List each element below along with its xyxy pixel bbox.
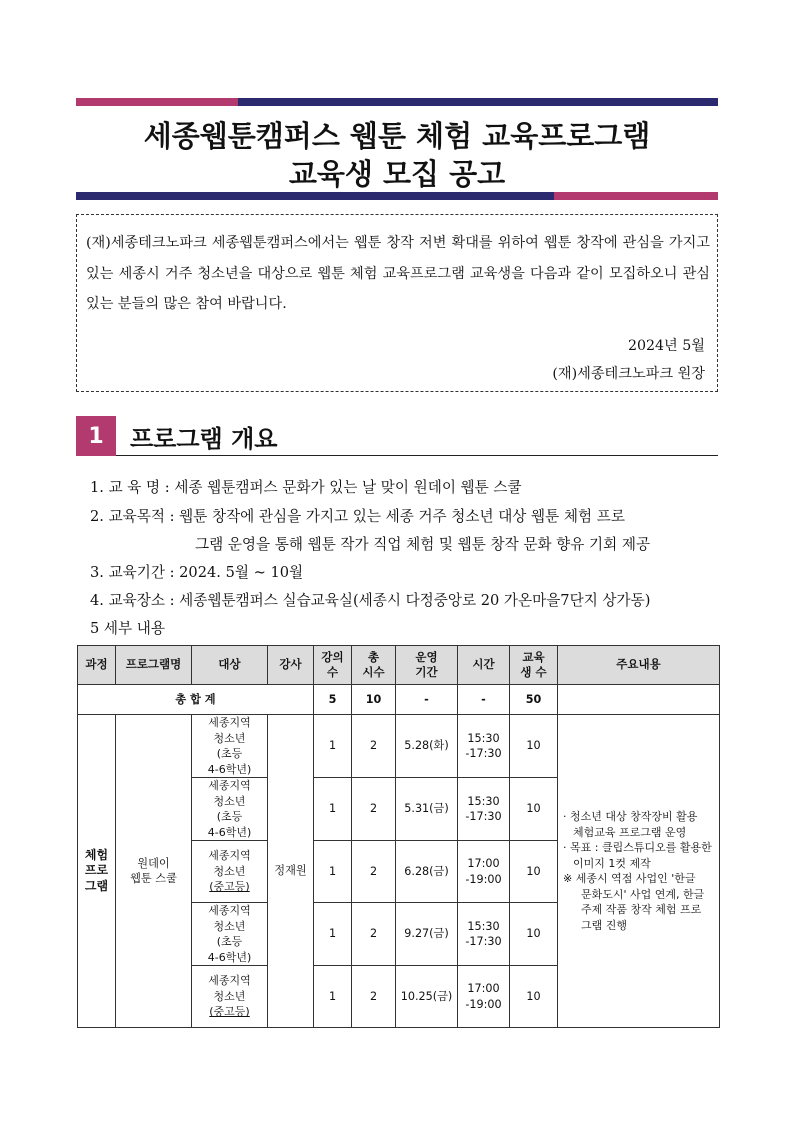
overview-item-location: 4. 교육장소 : 세종웹툰캠퍼스 실습교육실(세종시 다정중앙로 20 가온마을7단지 상가동) xyxy=(90,592,651,609)
content-cell xyxy=(558,715,720,1028)
target-cell: 세종지역 청소년 (중고등) xyxy=(192,966,268,1028)
header-students: 교육 생 수 xyxy=(510,646,558,685)
top-decor-bar xyxy=(76,98,718,106)
header-time: 시간 xyxy=(458,646,510,685)
content-line: 그램 진행 xyxy=(581,918,628,932)
overview-item-details: 5 세부 내용 xyxy=(90,620,165,637)
lectures-cell: 1 xyxy=(314,841,352,903)
students-cell: 10 xyxy=(510,966,558,1028)
section-number: 1 xyxy=(76,416,116,456)
target-sub: (초등 4-6학년) xyxy=(207,935,252,964)
date-cell: 5.31(금) xyxy=(396,778,458,841)
lectures-cell: 1 xyxy=(314,966,352,1028)
header-content: 주요내용 xyxy=(558,646,720,685)
target-cell: 세종지역 청소년 (중고등) xyxy=(192,841,268,903)
time-cell: 17:00 -19:00 xyxy=(458,841,510,903)
content-line: · 목표 : 클립스튜디오를 활용한 xyxy=(563,841,712,854)
time-cell: 15:30 -17:30 xyxy=(458,715,510,778)
hours-cell: 2 xyxy=(352,715,396,778)
hours-cell: 2 xyxy=(352,778,396,841)
target-sub: (중고등) xyxy=(209,1005,250,1019)
total-students: 50 xyxy=(510,685,558,715)
target-cell: 세종지역 청소년 (초등 4-6학년) xyxy=(192,778,268,841)
date-cell: 10.25(금) xyxy=(396,966,458,1028)
target-cell: 세종지역 청소년 (초등 4-6학년) xyxy=(192,903,268,966)
total-period: - xyxy=(396,685,458,715)
program-cell: 원데이 웹툰 스쿨 xyxy=(116,715,192,1028)
total-hours: 10 xyxy=(352,685,396,715)
total-label: 총 합 계 xyxy=(78,685,314,715)
content-line: 문화도시' 사업 연계, 한글 xyxy=(581,887,705,901)
total-time: - xyxy=(458,685,510,715)
date-cell: 9.27(금) xyxy=(396,903,458,966)
overview-item-purpose: 2. 교육목적 : 웹툰 창작에 관심을 가지고 있는 세종 거주 청소년 대상 웹툰 체험 프로 xyxy=(90,508,625,525)
table-row xyxy=(78,715,720,778)
target-sub: (초등 4-6학년) xyxy=(207,810,252,839)
date-cell: 5.28(화) xyxy=(396,715,458,778)
notice-signature: (재)세종테크노파크 원장 xyxy=(552,366,705,382)
date-cell: 6.28(금) xyxy=(396,841,458,903)
overview-item-purpose-cont: 그램 운영을 통해 웹툰 작가 직업 체험 및 웹툰 창작 문화 향유 기회 제공 xyxy=(195,536,651,553)
table-header-row xyxy=(78,646,720,685)
content-line: · 청소년 대상 창작장비 활용 xyxy=(563,810,698,823)
overview-item-period: 3. 교육기간 : 2024. 5월 ~ 10월 xyxy=(90,564,304,581)
target-cell: 세종지역 청소년 (초등 4-6학년) xyxy=(192,715,268,778)
title-line-1: 세종웹툰캠퍼스 웹툰 체험 교육프로그램 xyxy=(143,119,651,153)
total-content xyxy=(558,685,720,715)
lectures-cell: 1 xyxy=(314,715,352,778)
hours-cell: 2 xyxy=(352,903,396,966)
total-row xyxy=(78,685,720,715)
bottom-bar-navy xyxy=(76,192,554,200)
lectures-cell: 1 xyxy=(314,778,352,841)
header-program: 프로그램명 xyxy=(116,646,192,685)
content-line: 주제 작품 창작 체험 프로 xyxy=(581,903,702,916)
notice-body: (재)세종테크노파크 세종웹툰캠퍼스에서는 웹툰 창작 저변 확대를 위하여 웹툰 창작에 관심을 가지고 있는 세종시 거주 청소년을 대상으로 웹툰 체험 교육프로그램 교육생을 다음과 같이 모집하오니 관심있는 분들의 많은 참여 바랍니다. xyxy=(86,235,710,312)
program-table xyxy=(77,645,720,1028)
top-bar-pink xyxy=(76,98,238,106)
hours-cell: 2 xyxy=(352,841,396,903)
header-instructor: 강사 xyxy=(268,646,314,685)
students-cell: 10 xyxy=(510,841,558,903)
lectures-cell: 1 xyxy=(314,903,352,966)
total-lectures: 5 xyxy=(314,685,352,715)
section-header xyxy=(76,416,718,456)
header-course: 과정 xyxy=(78,646,116,685)
bottom-decor-bar xyxy=(76,192,718,200)
header-target: 대상 xyxy=(192,646,268,685)
content-line: 체험교육 프로그램 운영 xyxy=(573,825,687,839)
top-bar-navy xyxy=(238,98,718,106)
students-cell: 10 xyxy=(510,715,558,778)
notice-box xyxy=(76,214,718,392)
section-title: 프로그램 개요 xyxy=(130,425,278,453)
header-hours: 총 시수 xyxy=(352,646,396,685)
header-lectures: 강의 수 xyxy=(314,646,352,685)
time-cell: 15:30 -17:30 xyxy=(458,903,510,966)
section-rule xyxy=(116,455,718,456)
content-line: ※ 세종시 역점 사업인 '한글 xyxy=(563,872,696,885)
notice-date: 2024년 5월 xyxy=(627,338,705,354)
header-period: 운영 기간 xyxy=(396,646,458,685)
students-cell: 10 xyxy=(510,778,558,841)
instructor-cell: 정재원 xyxy=(268,715,314,1028)
time-cell: 15:30 -17:30 xyxy=(458,778,510,841)
students-cell: 10 xyxy=(510,903,558,966)
hours-cell: 2 xyxy=(352,966,396,1028)
target-sub: (초등 4-6학년) xyxy=(207,747,252,776)
course-cell: 체험 프로 그램 xyxy=(78,715,116,1028)
content-line: 이미지 1컷 제작 xyxy=(573,856,651,870)
time-cell: 17:00 -19:00 xyxy=(458,966,510,1028)
bottom-bar-pink xyxy=(554,192,718,200)
title-line-2: 교육생 모집 공고 xyxy=(288,157,506,191)
overview-item-name: 1. 교 육 명 : 세종 웹툰캠퍼스 문화가 있는 날 맞이 원데이 웹툰 스쿨 xyxy=(90,479,522,496)
target-sub: (중고등) xyxy=(209,880,250,894)
